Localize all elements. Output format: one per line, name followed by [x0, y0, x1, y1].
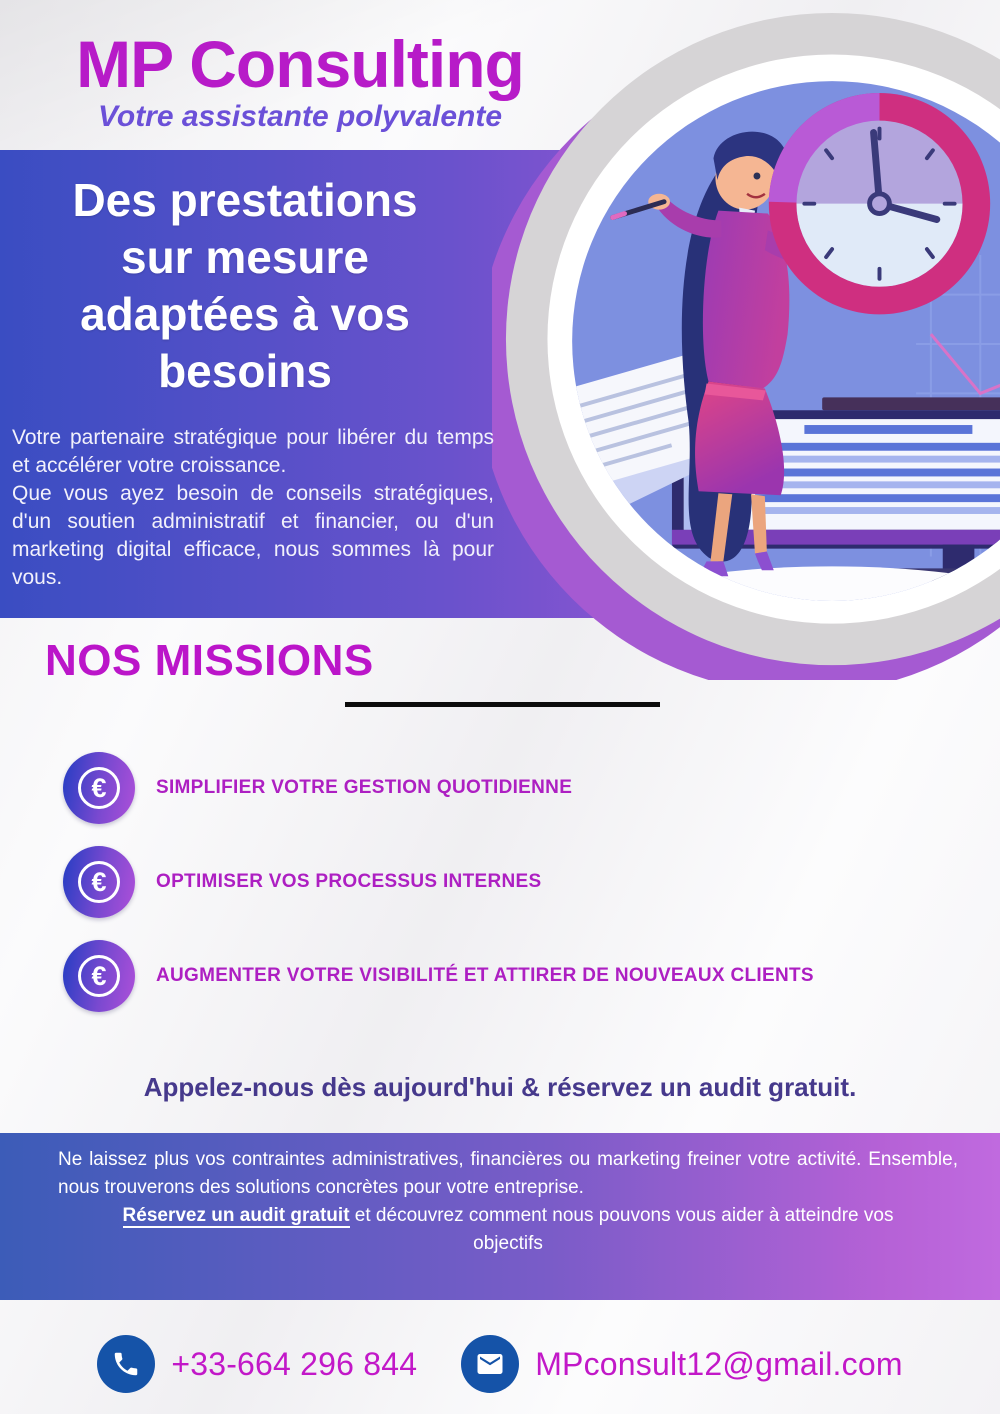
desk-bar	[822, 397, 1000, 410]
email-icon	[461, 1335, 519, 1393]
assistant-illustration	[492, 8, 1000, 680]
wall-clock	[769, 93, 990, 314]
phone-number[interactable]: +33-664 296 844	[171, 1345, 418, 1382]
banner-cta-rest: et découvrez comment nous pouvons vous aider à atteindre vos objectifs	[349, 1205, 894, 1254]
euro-icon: €	[63, 846, 135, 918]
audit-link[interactable]: Réservez un audit gratuit	[122, 1205, 350, 1226]
contact-footer	[0, 1332, 1000, 1396]
hero-body-line2: Que vous ayez besoin de conseils stratégiques, d'un soutien administratif et financier, ou d'un marketing digital efficace, nous sommes là pour vous.	[12, 482, 494, 589]
cta-text: Appelez-nous dès aujourd'hui & réservez un audit gratuit.	[143, 1072, 857, 1102]
email-address[interactable]: MPconsult12@gmail.com	[535, 1345, 903, 1382]
hero-body	[12, 424, 494, 592]
mission-item	[63, 846, 541, 918]
mission-label: OPTIMISER VOS PROCESSUS INTERNES	[156, 871, 542, 892]
bottom-banner	[0, 1133, 1000, 1300]
hero-body-line1: Votre partenaire stratégique pour libérer du temps et accélérer votre croissance.	[12, 426, 494, 477]
missions-divider	[345, 702, 660, 707]
phone-contact[interactable]	[97, 1335, 417, 1393]
missions-heading: NOS MISSIONS	[45, 636, 374, 685]
banner-paragraph: Ne laissez plus vos contraintes administratives, financières ou marketing freiner votre activité. Ensemble, nous trouverons des solutions concrètes pour votre entreprise.	[58, 1149, 958, 1198]
phone-icon	[97, 1335, 155, 1393]
hero-heading: Des prestations sur mesure adaptées à vos besoins	[72, 174, 418, 397]
mission-item	[63, 752, 572, 824]
mission-label: SIMPLIFIER VOTRE GESTION QUOTIDIENNE	[156, 777, 573, 798]
mission-item	[63, 940, 814, 1012]
mission-label: AUGMENTER VOTRE VISIBILITÉ ET ATTIRER DE NOUVEAUX CLIENTS	[156, 965, 814, 986]
brand-tagline: Votre assistante polyvalente	[97, 100, 503, 133]
email-contact[interactable]	[461, 1335, 902, 1393]
euro-icon: €	[63, 752, 135, 824]
banner-cta-line	[93, 1202, 923, 1258]
brand-title: MP Consulting	[76, 27, 524, 101]
euro-icon: €	[63, 940, 135, 1012]
